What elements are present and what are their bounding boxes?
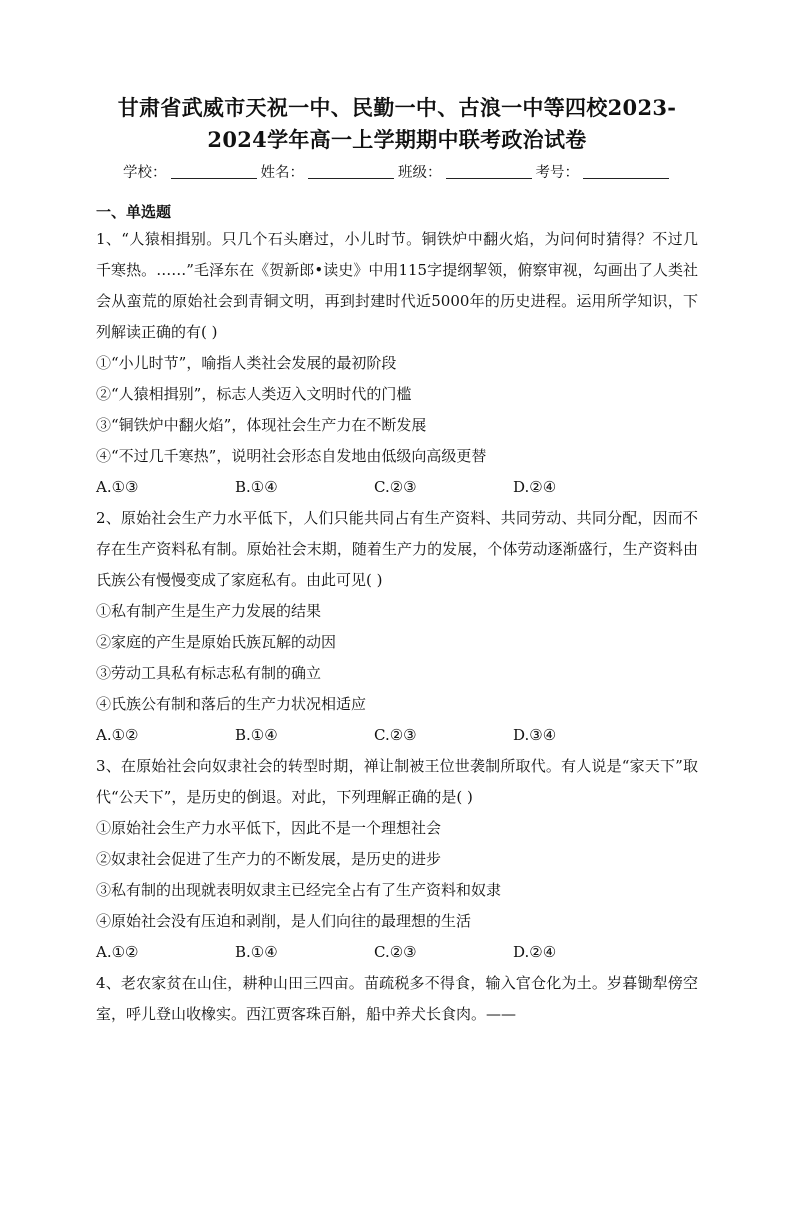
statement-option: ④“不过几千寒热”，说明社会形态自发地由低级向高级更替 — [96, 447, 487, 465]
question-stem: 3、在原始社会向奴隶社会的转型时期，禅让制被王位世袭制所取代。有人说是“家天下”取代“公天下”，是历史的倒退。对此，下列理解正确的是( ) — [96, 757, 698, 806]
school-label: 学校： — [123, 165, 167, 181]
choice-b[interactable]: B.①④ — [235, 943, 278, 961]
title-line-2: 2024学年高一上学期期中联考政治试卷 — [207, 127, 587, 152]
title-line-1: 甘肃省武威市天祝一中、民勤一中、古浪一中等四校2023- — [117, 95, 677, 120]
name-blank[interactable] — [308, 162, 394, 179]
question-4 — [96, 968, 698, 1030]
statement-option: ②家庭的产生是原始氏族瓦解的动因 — [96, 633, 337, 651]
statement-option: ①原始社会生产力水平低下，因此不是一个理想社会 — [96, 819, 442, 837]
statement-option: ④氏族公有制和落后的生产力状况相适应 — [96, 695, 367, 713]
statement-option: ③私有制的出现就表明奴隶主已经完全占有了生产资料和奴隶 — [96, 881, 502, 899]
question-stem: 2、原始社会生产力水平低下，人们只能共同占有生产资料、共同劳动、共同分配，因而不存在生产资料私有制。原始社会末期，随着生产力的发展，个体劳动逐渐盛行，生产资料由氏族公有慢慢变成了家庭私有。由此可见( ) — [96, 509, 698, 589]
choice-d[interactable]: D.③④ — [513, 726, 557, 744]
answer-choices — [96, 472, 698, 503]
statement-option: ④原始社会没有压迫和剥削，是人们向往的最理想的生活 — [96, 912, 472, 930]
question-stem: 4、老农家贫在山住，耕种山田三四亩。苗疏税多不得食，输入官仓化为土。岁暮锄犁傍空室，呼儿登山收橡实。西江贾客珠百斛，船中养犬长食肉。—— — [96, 974, 698, 1023]
class-label: 班级： — [398, 165, 442, 181]
choice-b[interactable]: B.①④ — [235, 726, 278, 744]
choice-c[interactable]: C.②③ — [374, 726, 417, 744]
question-3 — [96, 751, 698, 968]
statement-option: ①私有制产生是生产力发展的结果 — [96, 602, 322, 620]
choice-d[interactable]: D.②④ — [513, 478, 557, 496]
choice-a[interactable]: A.①③ — [96, 478, 139, 496]
statement-option: ②奴隶社会促进了生产力的不断发展，是历史的进步 — [96, 850, 442, 868]
exam-page — [0, 92, 794, 1215]
school-field[interactable] — [123, 161, 259, 182]
statement-option: ③“铜铁炉中翻火焰”，体现社会生产力在不断发展 — [96, 416, 427, 434]
number-blank[interactable] — [583, 162, 669, 179]
exam-title — [96, 92, 698, 156]
choice-d[interactable]: D.②④ — [513, 943, 557, 961]
section-title: 一、单选题 — [96, 203, 172, 221]
class-blank[interactable] — [446, 162, 532, 179]
question-stem: 1、“人猿相揖别。只几个石头磨过，小儿时节。铜铁炉中翻火焰，为问何时猜得？不过几千寒热。……”毛泽东在《贺新郎•读史》中用115字提纲挈领，俯察审视，勾画出了人类社会从蛮荒的原始社会到青铜文明，再到封建时代近5000年的历史进程。运用所学知识，下列解读正确的有( ) — [96, 230, 698, 341]
choice-c[interactable]: C.②③ — [374, 478, 417, 496]
number-label: 考号： — [535, 165, 579, 181]
statement-option: ①“小儿时节”，喻指人类社会发展的最初阶段 — [96, 354, 397, 372]
class-field[interactable] — [398, 161, 534, 182]
answer-choices — [96, 720, 698, 751]
name-label: 姓名： — [260, 165, 304, 181]
question-1 — [96, 224, 698, 503]
student-info-row — [96, 158, 698, 182]
answer-choices — [96, 937, 698, 968]
choice-c[interactable]: C.②③ — [374, 943, 417, 961]
statement-option: ②“人猿相揖别”，标志人类迈入文明时代的门槛 — [96, 385, 412, 403]
name-field[interactable] — [261, 161, 397, 182]
choice-a[interactable]: A.①② — [96, 943, 139, 961]
number-field[interactable] — [536, 161, 672, 182]
question-2 — [96, 503, 698, 751]
choice-a[interactable]: A.①② — [96, 726, 139, 744]
school-blank[interactable] — [171, 162, 257, 179]
statement-option: ③劳动工具私有标志私有制的确立 — [96, 664, 322, 682]
choice-b[interactable]: B.①④ — [235, 478, 278, 496]
